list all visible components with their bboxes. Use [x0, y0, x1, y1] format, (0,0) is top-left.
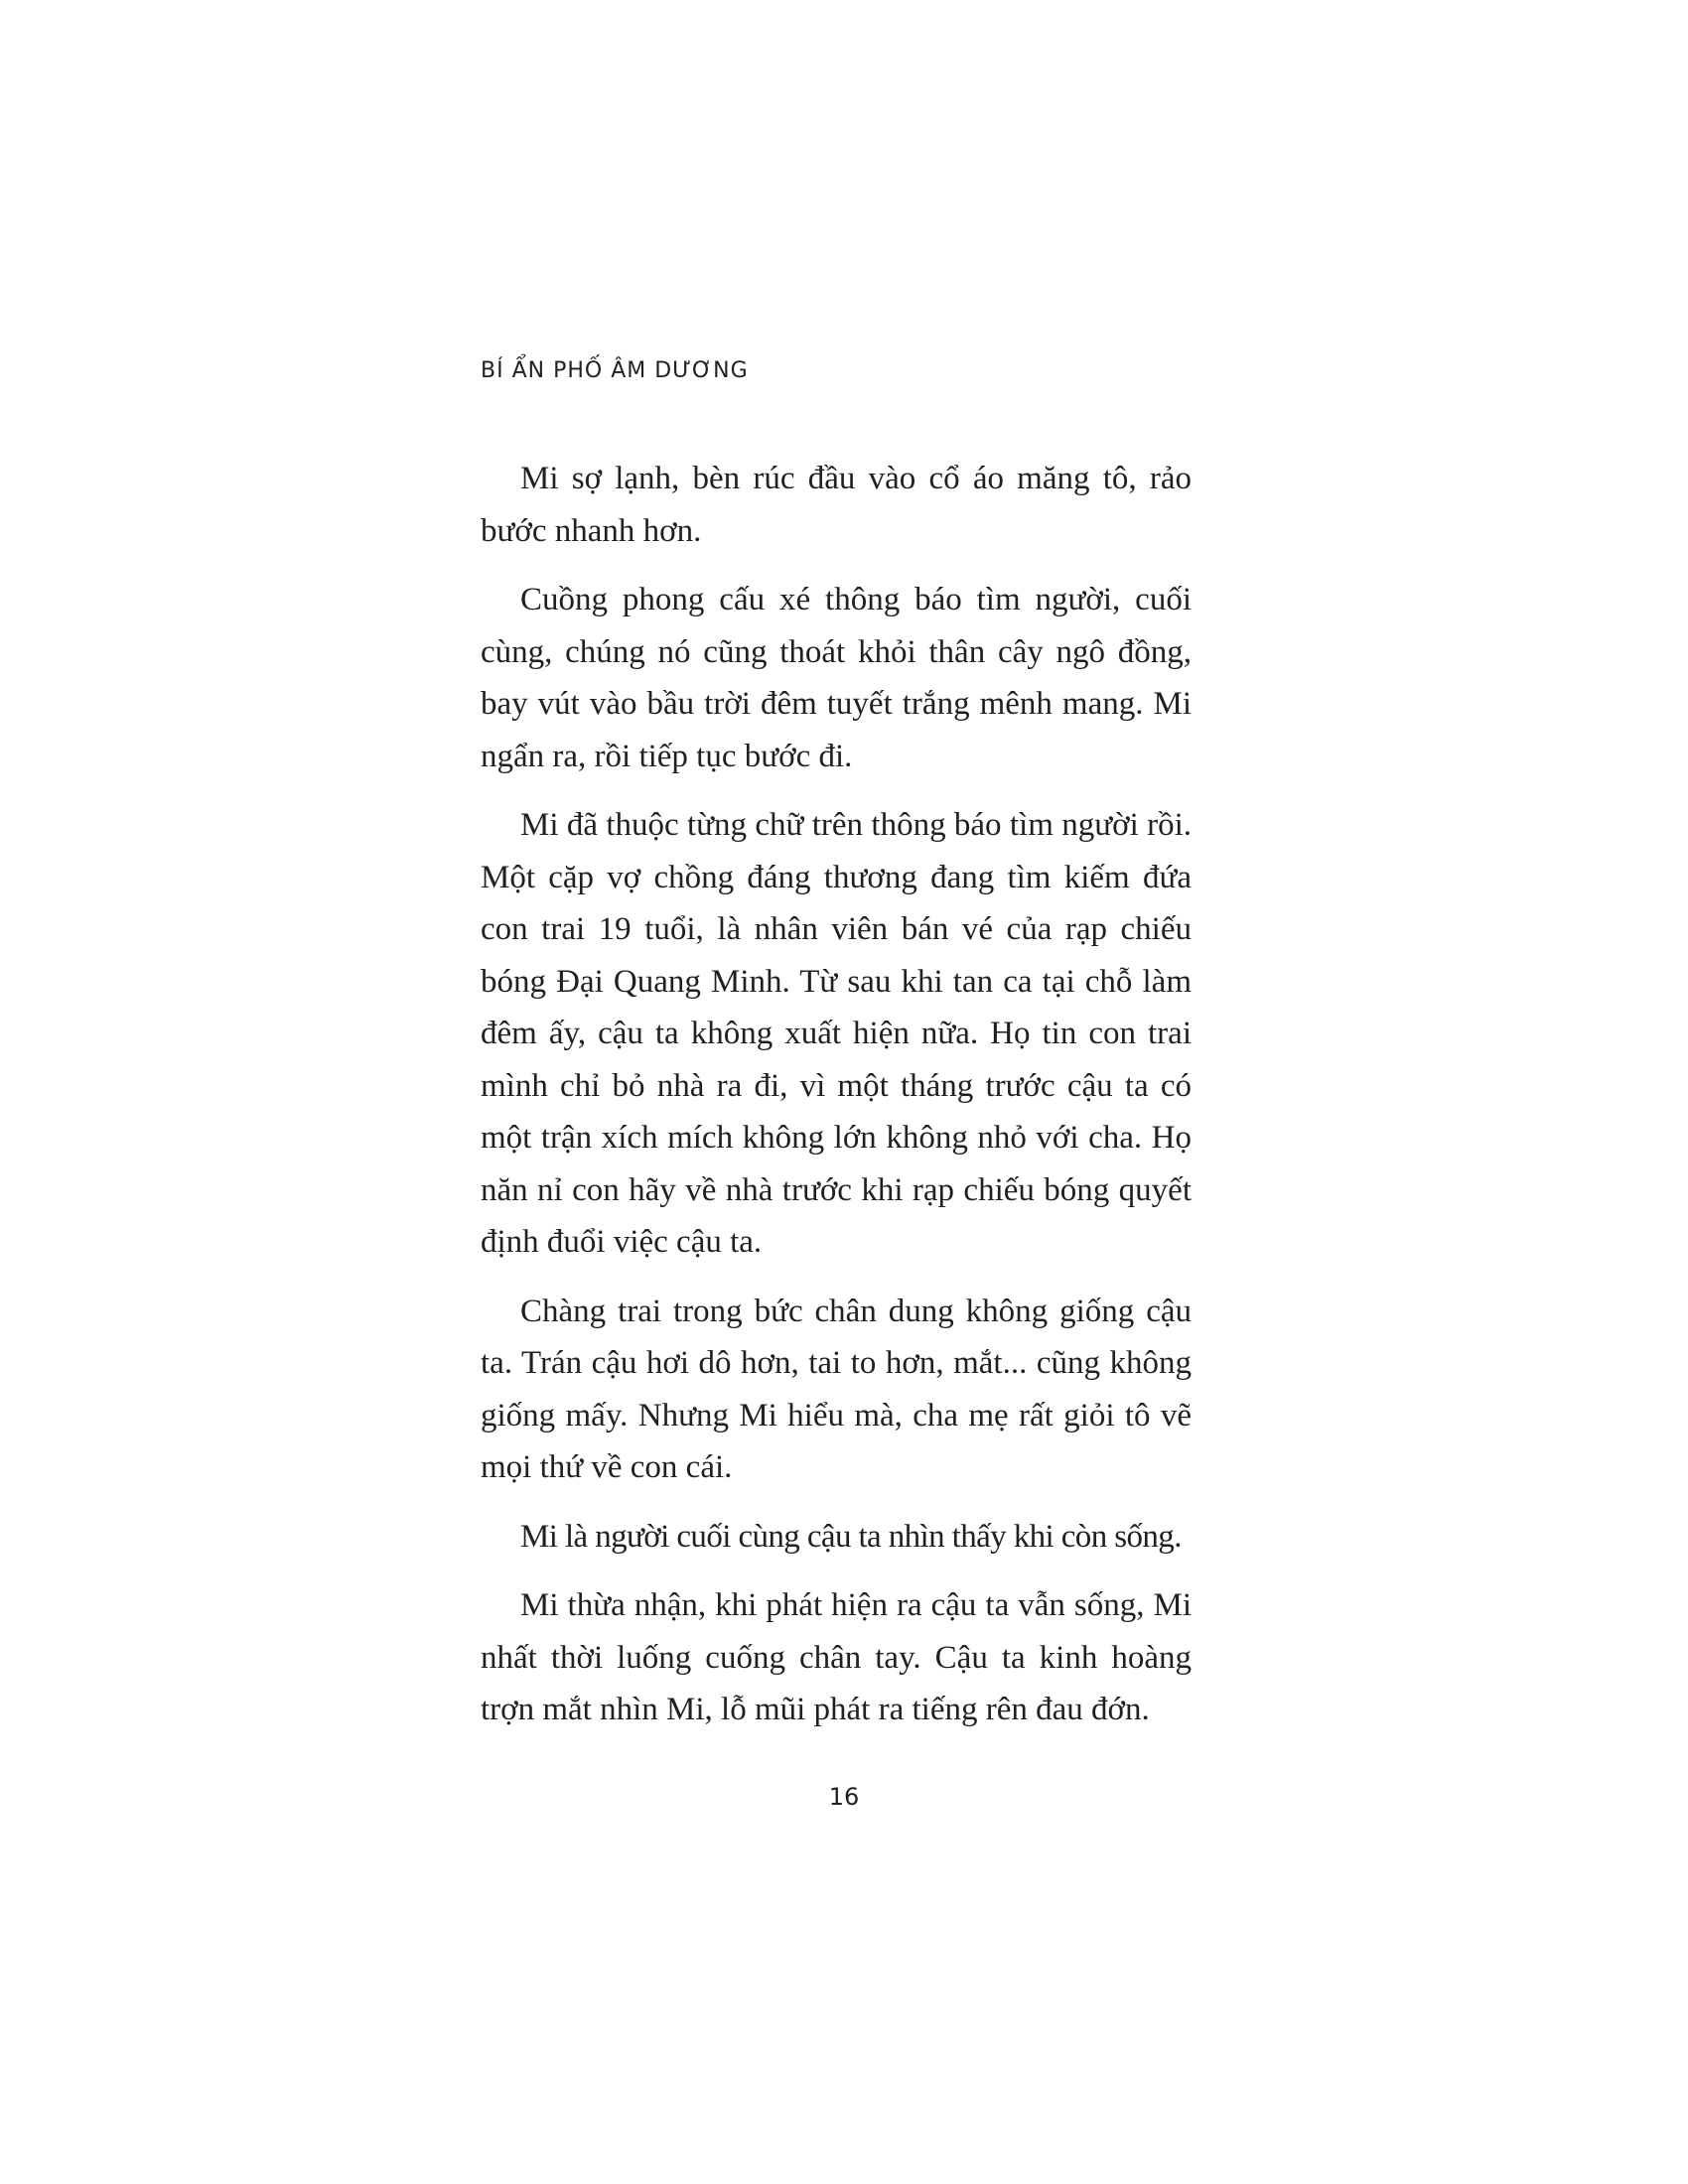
- paragraph: Mi là người cuối cùng cậu ta nhìn thấy khi còn sống.: [520, 1518, 1182, 1555]
- paragraph: Mi sợ lạnh, bèn rúc đầu vào cổ áo măng tô, rảo bước nhanh hơn.: [481, 461, 1192, 549]
- paragraph: Chàng trai trong bức chân dung không giống cậu ta. Trán cậu hơi dô hơn, tai to hơn, mắt... cũng không giống mấy. Nhưng Mi hiểu mà, cha mẹ rất giỏi tô vẽ mọi thứ về con cái.: [481, 1293, 1192, 1485]
- paragraph: Cuồng phong cấu xé thông báo tìm người, cuối cùng, chúng nó cũng thoát khỏi thân cây ngô đồng, bay vút vào bầu trời đêm tuyết trắng mênh mang. Mi ngẩn ra, rồi tiếp tục bước đi.: [481, 582, 1192, 774]
- paragraph: Mi thừa nhận, khi phát hiện ra cậu ta vẫn sống, Mi nhất thời luống cuống chân tay. Cậu ta kinh hoàng trợn mắt nhìn Mi, lỗ mũi phát ra tiếng rên đau đớn.: [481, 1587, 1192, 1727]
- body-text: [481, 453, 1192, 1753]
- running-header: BÍ ẨN PHỐ ÂM DƯƠNG: [481, 358, 749, 383]
- paragraph: Mi đã thuộc từng chữ trên thông báo tìm người rồi. Một cặp vợ chồng đáng thương đang tìm kiếm đứa con trai 19 tuổi, là nhân viên bán vé của rạp chiếu bóng Đại Quang Minh. Từ sau khi tan ca tại chỗ làm đêm ấy, cậu ta không xuất hiện nữa. Họ tin con trai mình chỉ bỏ nhà ra đi, vì một tháng trước cậu ta có một trận xích mích không lớn không nhỏ với cha. Họ năn nỉ con hãy về nhà trước khi rạp chiếu bóng quyết định đuổi việc cậu ta.: [481, 807, 1192, 1260]
- page-number: 16: [828, 1783, 860, 1811]
